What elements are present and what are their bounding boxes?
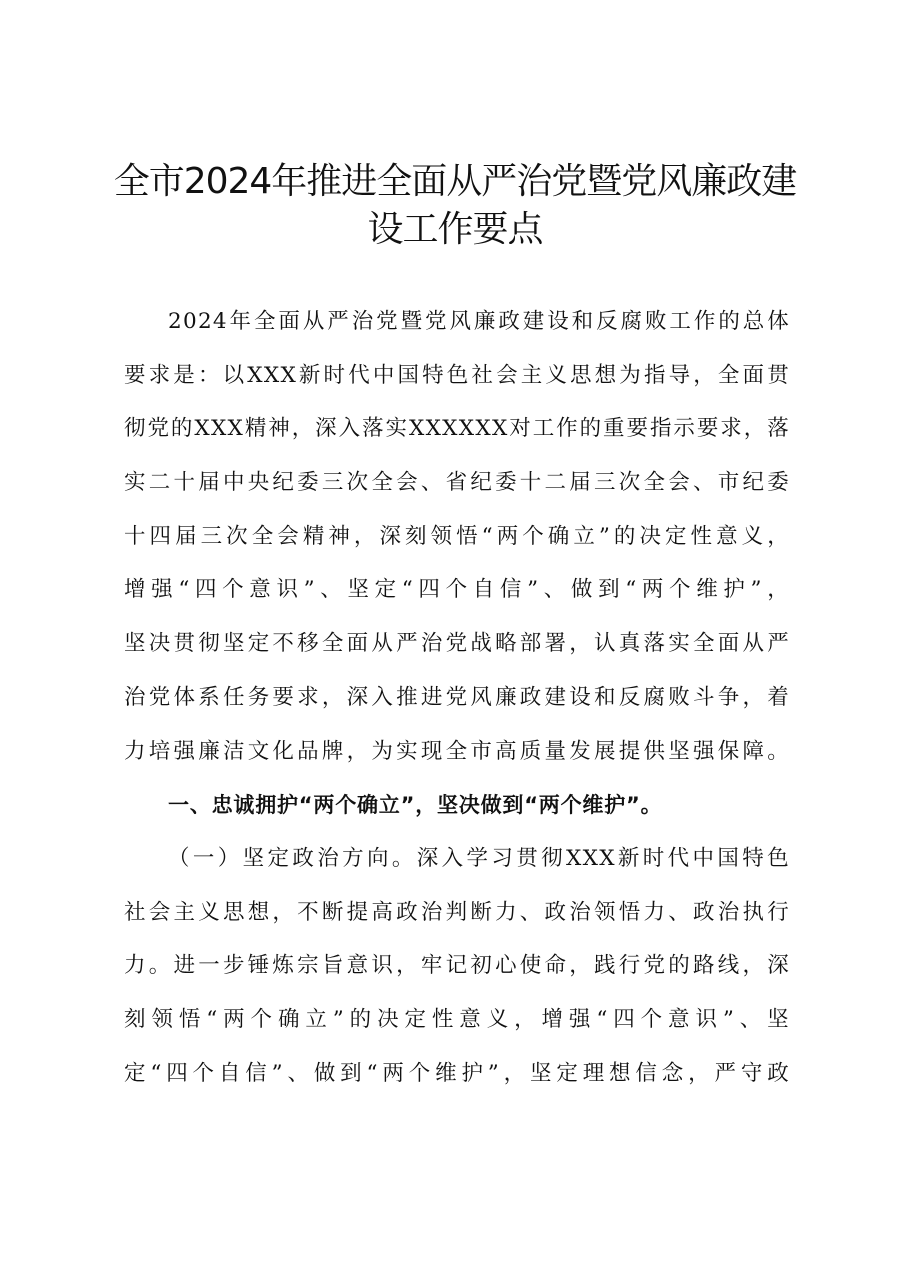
paragraph-line: 实二十届中央纪委三次全会、省纪委十二届三次全会、市纪委 (124, 470, 790, 496)
paragraph-line: 定“四个自信”、做到“两个维护”，坚定理想信念，严守政 (124, 1060, 790, 1086)
paragraph-line: 坚决贯彻坚定不移全面从严治党战略部署，认真落实全面从严 (124, 631, 790, 657)
paragraph-line: （一）坚定政治方向。深入学习贯彻XXX新时代中国特色 (168, 845, 790, 871)
paragraph-line: 要求是：以XXX新时代中国特色社会主义思想为指导，全面贯 (124, 362, 790, 388)
paragraph-line: 增强“四个意识”、坚定“四个自信”、做到“两个维护”， (124, 577, 790, 603)
paragraph-line: 2024年全面从严治党暨党风廉政建设和反腐败工作的总体 (168, 309, 790, 334)
title-line: 全市2024年推进全面从严治党暨党风廉政建 (113, 161, 797, 202)
paragraph-line: 力培强廉洁文化品牌，为实现全市高质量发展提供坚强保障。 (124, 738, 790, 764)
document-title (110, 158, 800, 254)
paragraph-line: 彻党的XXX精神，深入落实XXXXXX对工作的重要指示要求，落 (124, 416, 790, 442)
paragraph-line: 治党体系任务要求，深入推进党风廉政建设和反腐败斗争，着 (124, 684, 790, 710)
paragraph-line: 社会主义思想，不断提高政治判断力、政治领悟力、政治执行 (124, 899, 790, 925)
paragraph-line: 十四届三次全会精神，深刻领悟“两个确立”的决定性意义， (124, 523, 790, 549)
document-body (124, 302, 790, 1107)
title-line: 设工作要点 (367, 209, 543, 250)
paragraph-line: 力。进一步锤炼宗旨意识，牢记初心使命，践行党的路线，深 (124, 953, 790, 979)
paragraph-line: 刻领悟“两个确立”的决定性意义，增强“四个意识”、坚 (124, 1006, 790, 1032)
section-heading: 一、忠诚拥护“两个确立”，坚决做到“两个维护”。 (168, 793, 663, 818)
